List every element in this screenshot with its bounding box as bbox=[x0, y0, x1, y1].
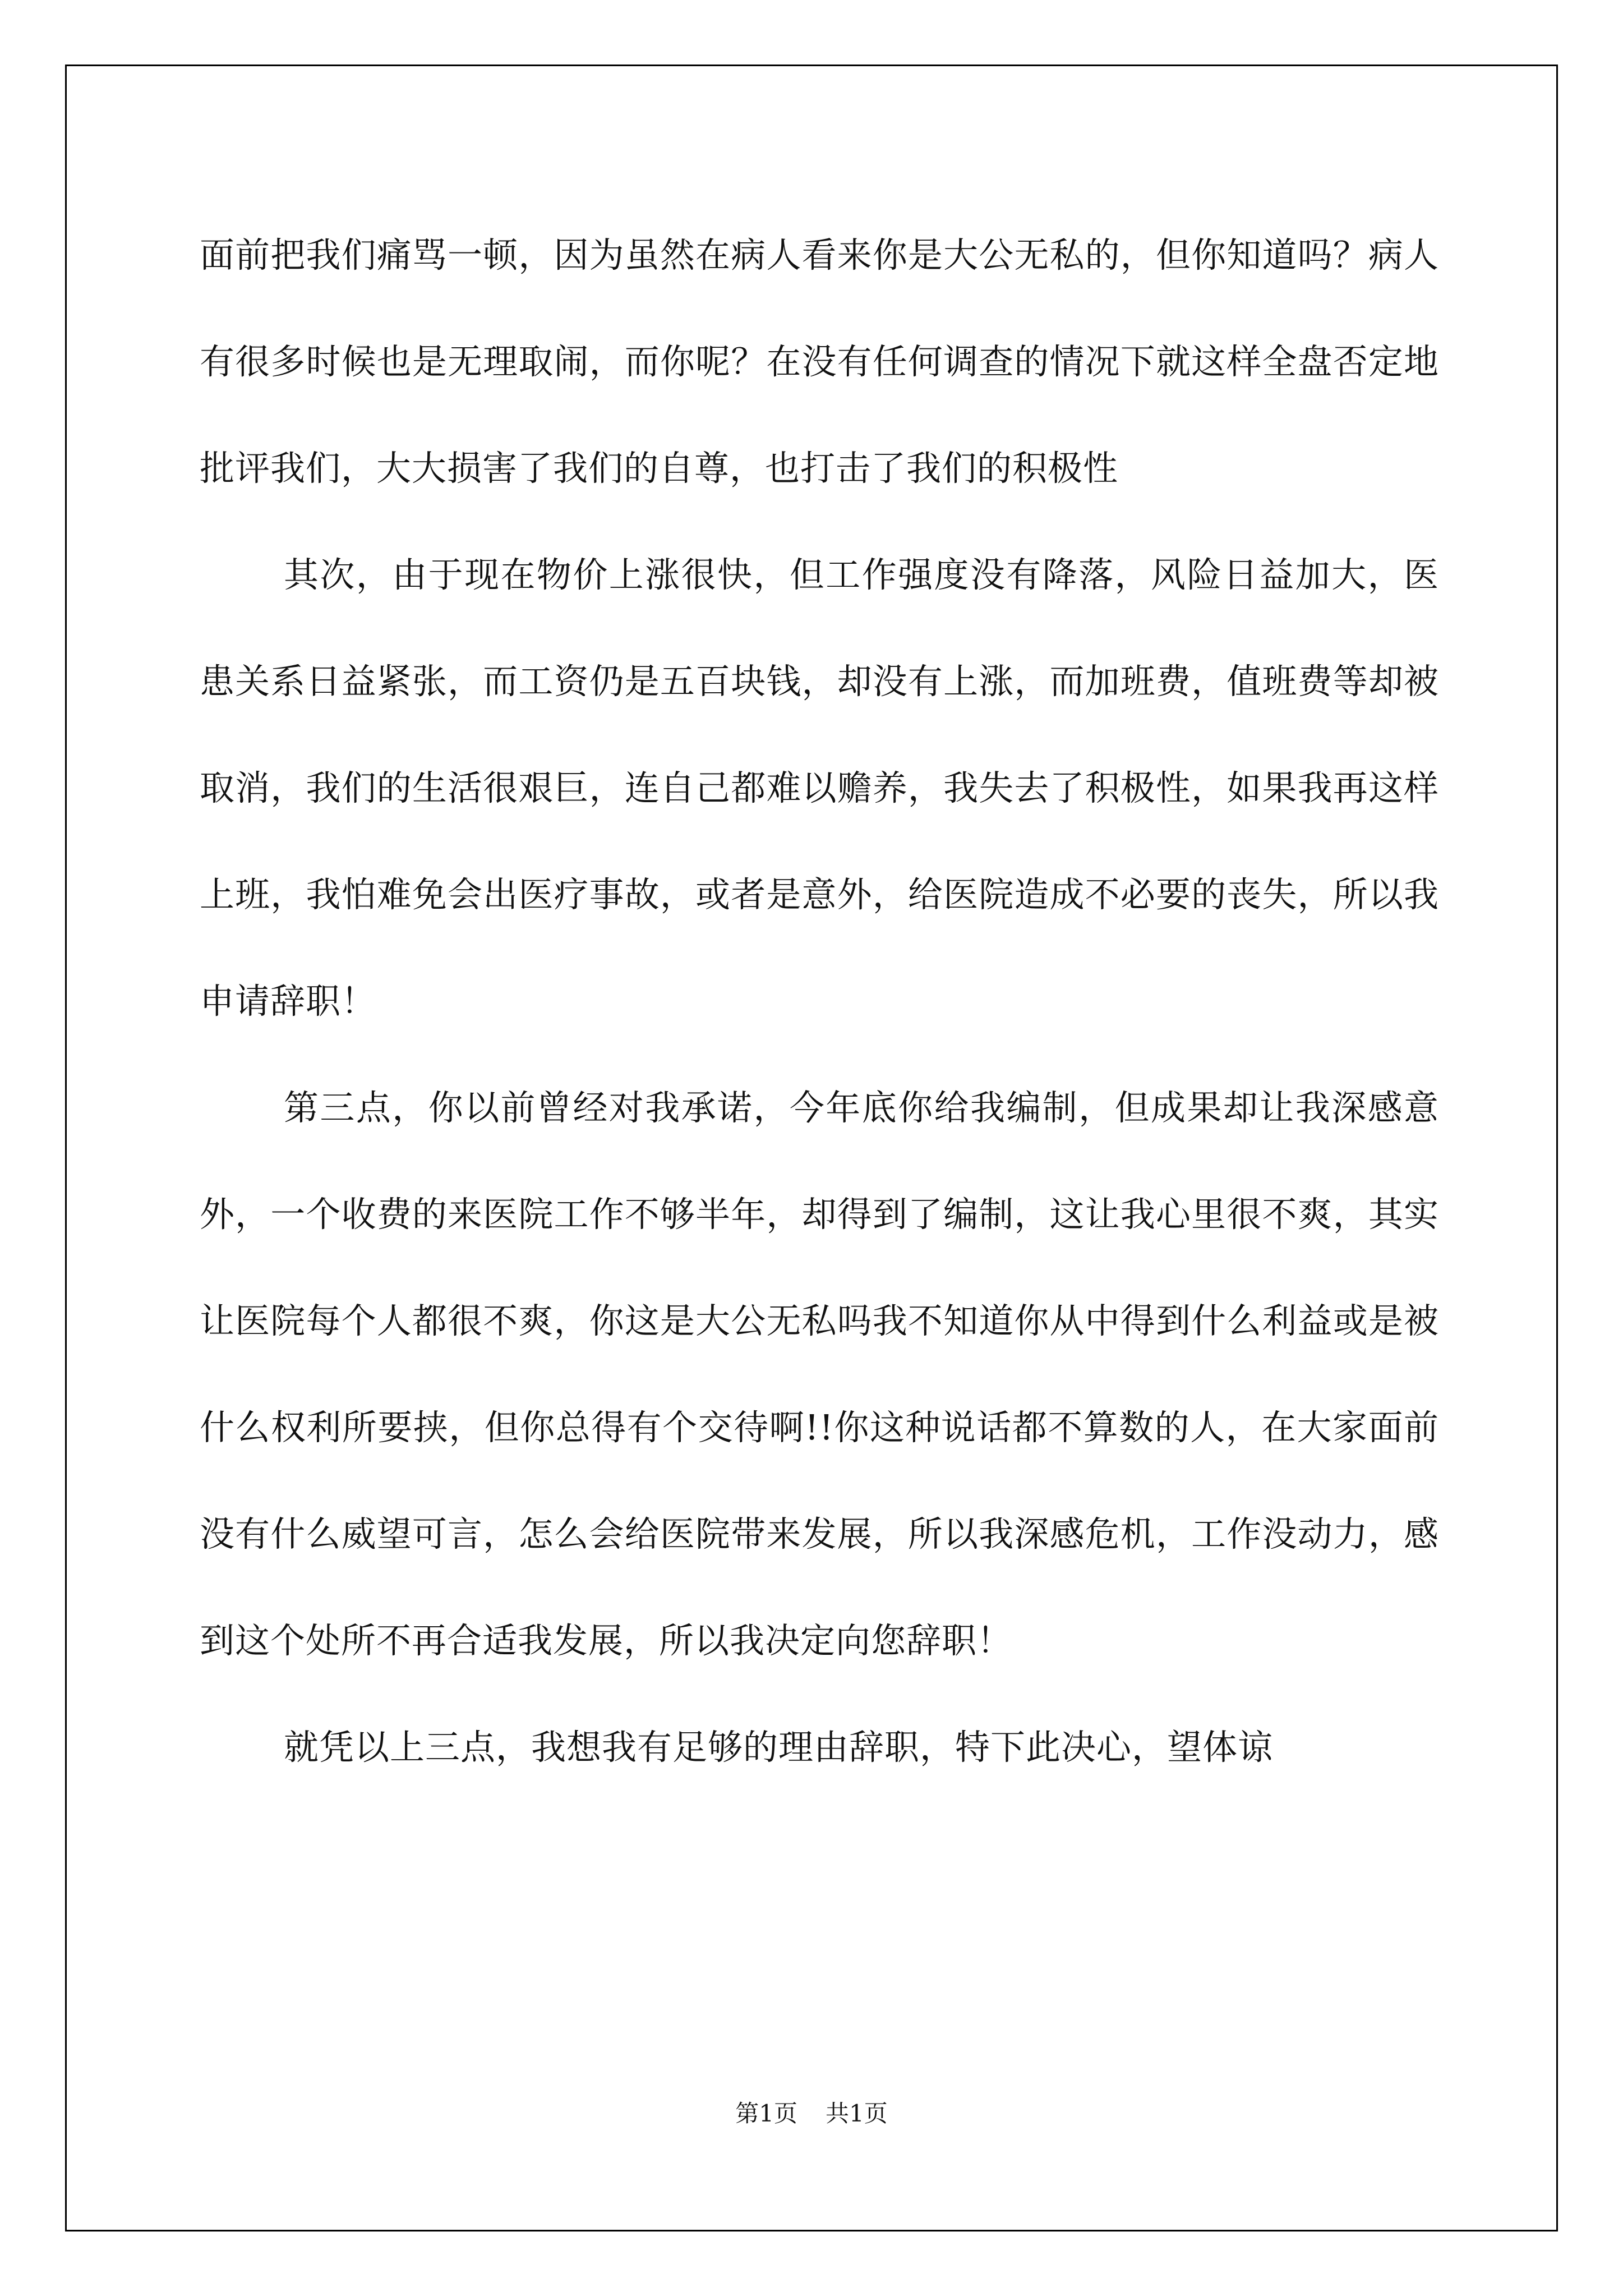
total-pages: 共1页 bbox=[826, 2100, 888, 2127]
page-number: 第1页 bbox=[735, 2100, 797, 2127]
page-footer bbox=[0, 2095, 1623, 2129]
paragraph-1: 面前把我们痛骂一顿，因为虽然在病人看来你是大公无私的，但你知道吗？病人有很多时候也是无理取闹，而你呢？在没有任何调查的情况下就这样全盘否定地批评我们，大大损害了我们的自尊，也打击了我们的积极性 bbox=[200, 234, 1439, 489]
paragraph-4: 就凭以上三点，我想我有足够的理由辞职，特下此决心，望体谅 bbox=[284, 1727, 1274, 1768]
paragraph-2: 其次，由于现在物价上涨很快，但工作强度没有降落，风险日益加大，医患关系日益紧张，而工资仍是五百块钱，却没有上涨，而加班费，值班费等却被取消，我们的生活很艰巨，连自己都难以赡养，我失去了积极性，如果我再这样上班，我怕难免会出医疗事故，或者是意外，给医院造成不必要的丧失，所以我申请辞职！ bbox=[200, 554, 1439, 1022]
paragraph-3: 第三点，你以前曾经对我承诺，今年底你给我编制，但成果却让我深感意外，一个收费的来医院工作不够半年，却得到了编制，这让我心里很不爽，其实让医院每个人都很不爽，你这是大公无私吗我不知道你从中得到什么利益或是被什么权利所要挟，但你总得有个交待啊!!你这种说话都不算数的人，在大家面前没有什么威望可言，怎么会给医院带来发展，所以我深感危机，工作没动力，感到这个处所不再合适我发展，所以我决定向您辞职！ bbox=[200, 1087, 1439, 1661]
document-body bbox=[200, 202, 1439, 1801]
